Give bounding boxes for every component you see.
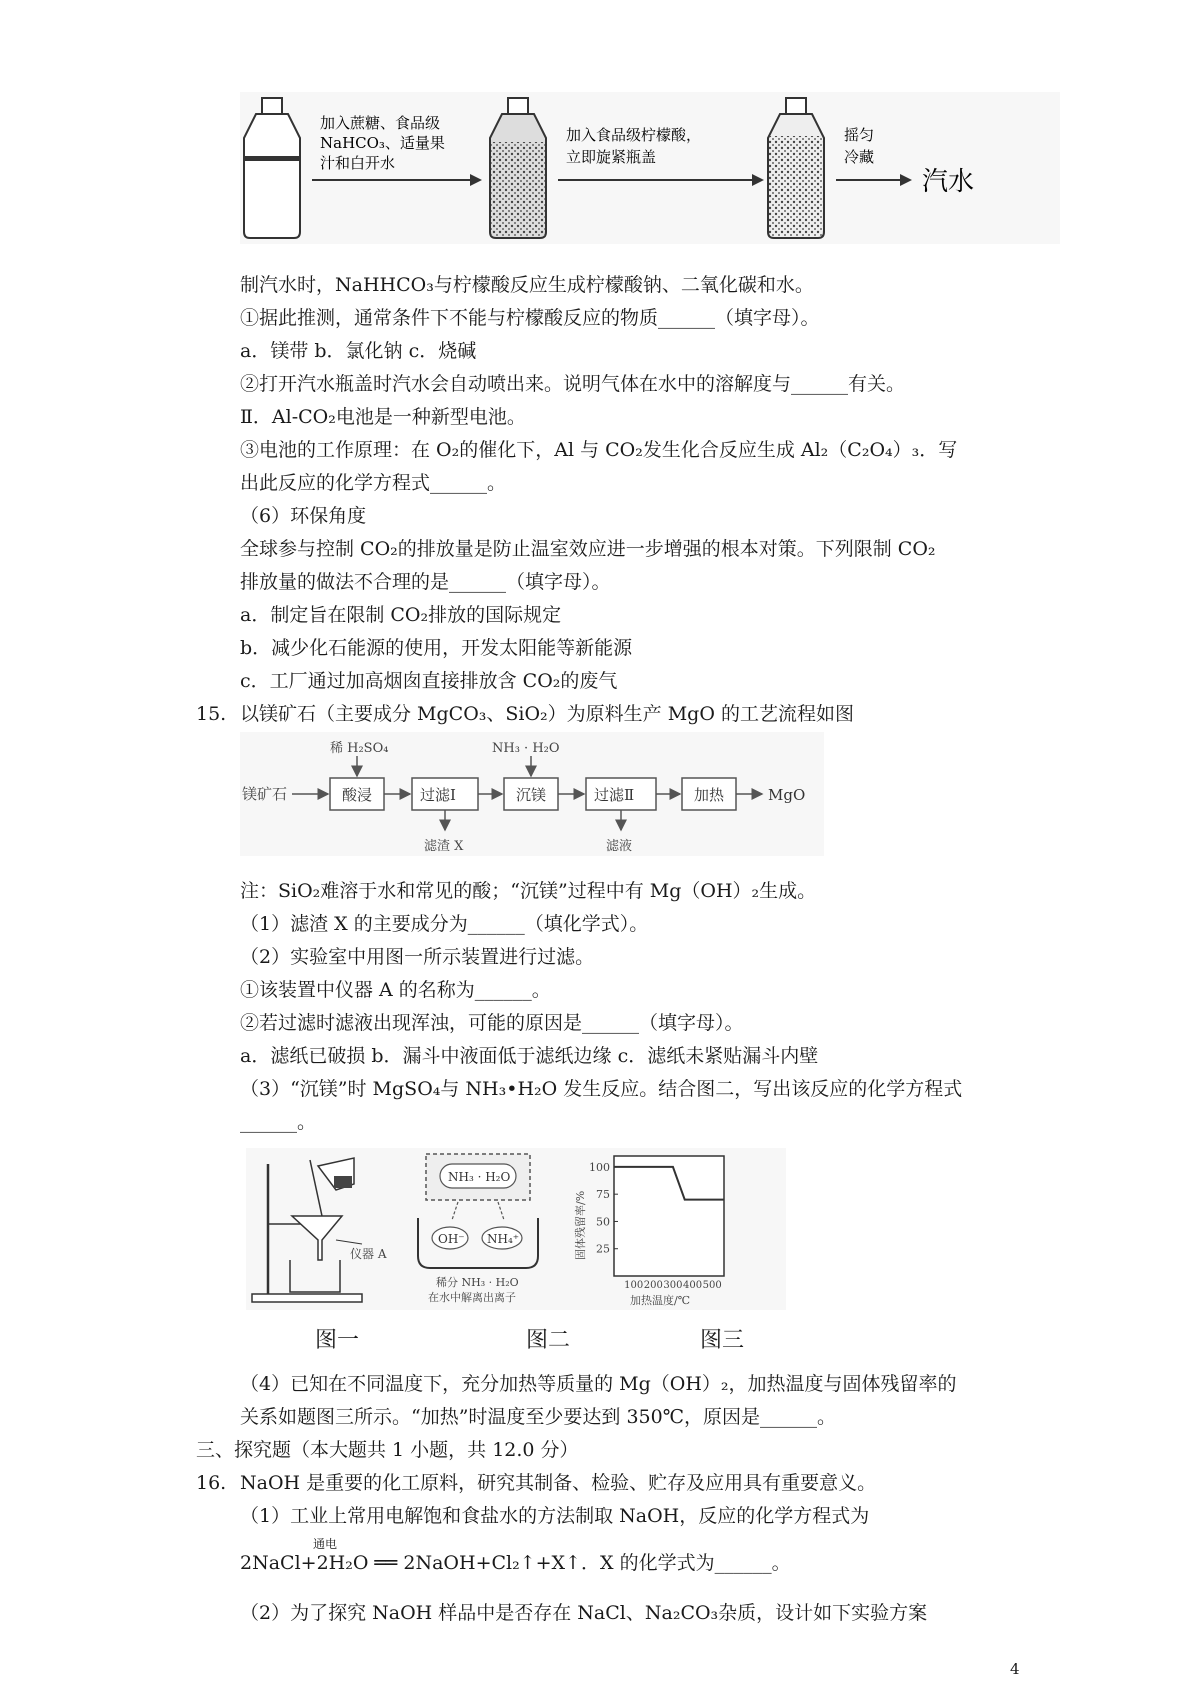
flow-reagent-1: 稀 H₂SO₄ [330, 741, 389, 756]
flow-step-5: 加热 [694, 786, 725, 804]
flow-step-2: 过滤Ⅰ [420, 786, 456, 804]
fig3-ytick-label: 25 [596, 1242, 610, 1256]
flow-product: MgO [768, 786, 806, 804]
q16-equation: 2NaCl+2H₂O ══ 2NaOH+Cl₂↑+X↑．X 的化学式为______。 [240, 1552, 791, 1574]
q15-number: 15. [196, 703, 227, 725]
fig2-caption-line1: 稀分 NH₃ · H₂O [436, 1276, 519, 1289]
q14-subsection-6: （6）环保角度 [240, 505, 367, 527]
q15-part4-cont: 关系如题图三所示。“加热”时温度至少要达到 350℃，原因是______。 [240, 1406, 836, 1428]
caption-figure-3: 图三 [700, 1328, 745, 1353]
q14-part1-options: a．镁带 b．氯化钠 c．烧碱 [240, 340, 477, 362]
bottle-sealed [768, 98, 824, 238]
q14-6-option-c: c．工厂通过加高烟囱直接排放含 CO₂的废气 [240, 670, 618, 692]
q15-part3-blank: ______。 [240, 1111, 317, 1133]
q16-number: 16. [196, 1472, 227, 1494]
q14-6-option-b: b．减少化石能源的使用，开发太阳能等新能源 [240, 637, 633, 659]
q14-6-option-a: a．制定旨在限制 CO₂排放的国际规定 [240, 604, 562, 626]
soda-step3-line1: 摇匀 [844, 126, 875, 144]
equation-condition: 通电 [313, 1537, 338, 1551]
q15-note: 注：SiO₂难溶于水和常见的酸；“沉镁”过程中有 Mg（OH）₂生成。 [240, 880, 817, 902]
q14-part1: ①据此推测，通常条件下不能与柠檬酸反应的物质______（填字母）。 [240, 307, 820, 329]
q14-part2: ②打开汽水瓶盖时汽水会自动喷出来。说明气体在水中的溶解度与______有关。 [240, 373, 906, 395]
q15-stem: 以镁矿石（主要成分 MgCO₃、SiO₂）为原料生产 MgO 的工艺流程如图 [240, 703, 854, 725]
flow-step-1: 酸浸 [342, 786, 373, 804]
fig2-molecule: NH₃ · H₂O [448, 1170, 511, 1184]
flow-reagent-2: NH₃ · H₂O [492, 741, 560, 756]
bottle-empty [244, 98, 300, 238]
soda-step2-line2: 立即旋紧瓶盖 [566, 148, 657, 166]
fig3-plot-frame [614, 1156, 724, 1276]
flow-filtrate: 滤液 [606, 839, 633, 854]
q15-part2-options: a．滤纸已破损 b．漏斗中液面低于滤纸边缘 c．滤纸未紧贴漏斗内壁 [240, 1045, 819, 1067]
q16-part2: （2）为了探究 NaOH 样品中是否存在 NaCl、Na₂CO₃杂质，设计如下实验方案 [240, 1602, 928, 1624]
flow-step-4: 过滤Ⅱ [594, 786, 635, 804]
q14-6-stem: 全球参与控制 CO₂的排放量是防止温室效应进一步增强的根本对策。下列限制 CO₂ [240, 538, 936, 560]
fig3-xtick-label: 200 [643, 1280, 663, 1291]
caption-figure-2: 图二 [526, 1328, 571, 1353]
flow-step-3: 沉镁 [516, 786, 547, 804]
q15-part2: （2）实验室中用图一所示装置进行过滤。 [240, 946, 595, 968]
fig2-ion-nh4: NH₄⁺ [487, 1232, 520, 1246]
figures-panel [246, 1148, 786, 1310]
bottle-filled [490, 98, 546, 238]
q16-stem: NaOH 是重要的化工原料，研究其制备、检验、贮存及应用具有重要意义。 [240, 1472, 877, 1494]
battery-intro: Ⅱ．Al-CO₂电池是一种新型电池。 [240, 406, 526, 428]
flow-residue: 滤渣 X [424, 839, 464, 854]
fig3-xtick-label: 500 [702, 1280, 722, 1291]
soda-process-figure [240, 92, 1060, 244]
mgo-process-flowchart [240, 732, 824, 856]
q15-part1: （1）滤渣 X 的主要成分为______（填化学式）。 [240, 913, 649, 935]
section-3-heading: 三、探究题（本大题共 1 小题，共 12.0 分） [196, 1439, 579, 1461]
q15-part2-2: ②若过滤时滤液出现浑浊，可能的原因是______（填字母）。 [240, 1012, 744, 1034]
fig3-ylabel: 固体残留率/% [574, 1190, 587, 1260]
fig3-xtick-label: 400 [683, 1280, 703, 1291]
fig3-ytick-label: 50 [596, 1215, 610, 1229]
soda-step1-line3: 汁和白开水 [320, 154, 396, 172]
q14-6-stem-cont: 排放量的做法不合理的是______（填字母）。 [240, 571, 611, 593]
page-number: 4 [1010, 1660, 1020, 1678]
soda-step1-line1: 加入蔗糖、食品级 [320, 114, 441, 132]
fig2-caption-line2: 在水中解离出离子 [428, 1291, 516, 1304]
fig3-ytick-label: 75 [596, 1188, 610, 1202]
q15-part2-1: ①该装置中仪器 A 的名称为______。 [240, 979, 551, 1001]
soda-step1-line2: NaHCO₃、适量果 [320, 134, 445, 152]
fig3-ytick-label: 100 [589, 1160, 610, 1174]
flow-input: 镁矿石 [242, 785, 288, 803]
soda-reaction-note: 制汽水时，NaHHCO₃与柠檬酸反应生成柠檬酸钠、二氧化碳和水。 [240, 274, 814, 296]
soda-product: 汽水 [922, 167, 975, 197]
soda-step2-line1: 加入食品级柠檬酸， [566, 126, 702, 144]
q16-part1: （1）工业上常用电解饱和食盐水的方法制取 NaOH，反应的化学方程式为 [240, 1505, 870, 1527]
q15-part4: （4）已知在不同温度下，充分加热等质量的 Mg（OH）₂，加热温度与固体残留率的 [240, 1373, 957, 1395]
soda-step3-line2: 冷藏 [844, 148, 875, 166]
fig3-xtick-label: 300 [663, 1280, 683, 1291]
fig2-ion-oh: OH⁻ [438, 1232, 465, 1246]
q15-part3: （3）“沉镁”时 MgSO₄与 NH₃•H₂O 发生反应。结合图二，写出该反应的化学方程式 [240, 1078, 963, 1100]
caption-figure-1: 图一 [315, 1328, 360, 1353]
apparatus-label: 仪器 A [350, 1247, 387, 1261]
q14-part3: ③电池的工作原理：在 O₂的催化下，Al 与 CO₂发生化合反应生成 Al₂（C₂O₄）₃．写 [240, 439, 958, 461]
fig3-xtick-label: 100 [624, 1280, 644, 1291]
fig3-xlabel: 加热温度/℃ [630, 1294, 691, 1307]
q14-part3-cont: 出此反应的化学方程式______。 [240, 472, 507, 494]
